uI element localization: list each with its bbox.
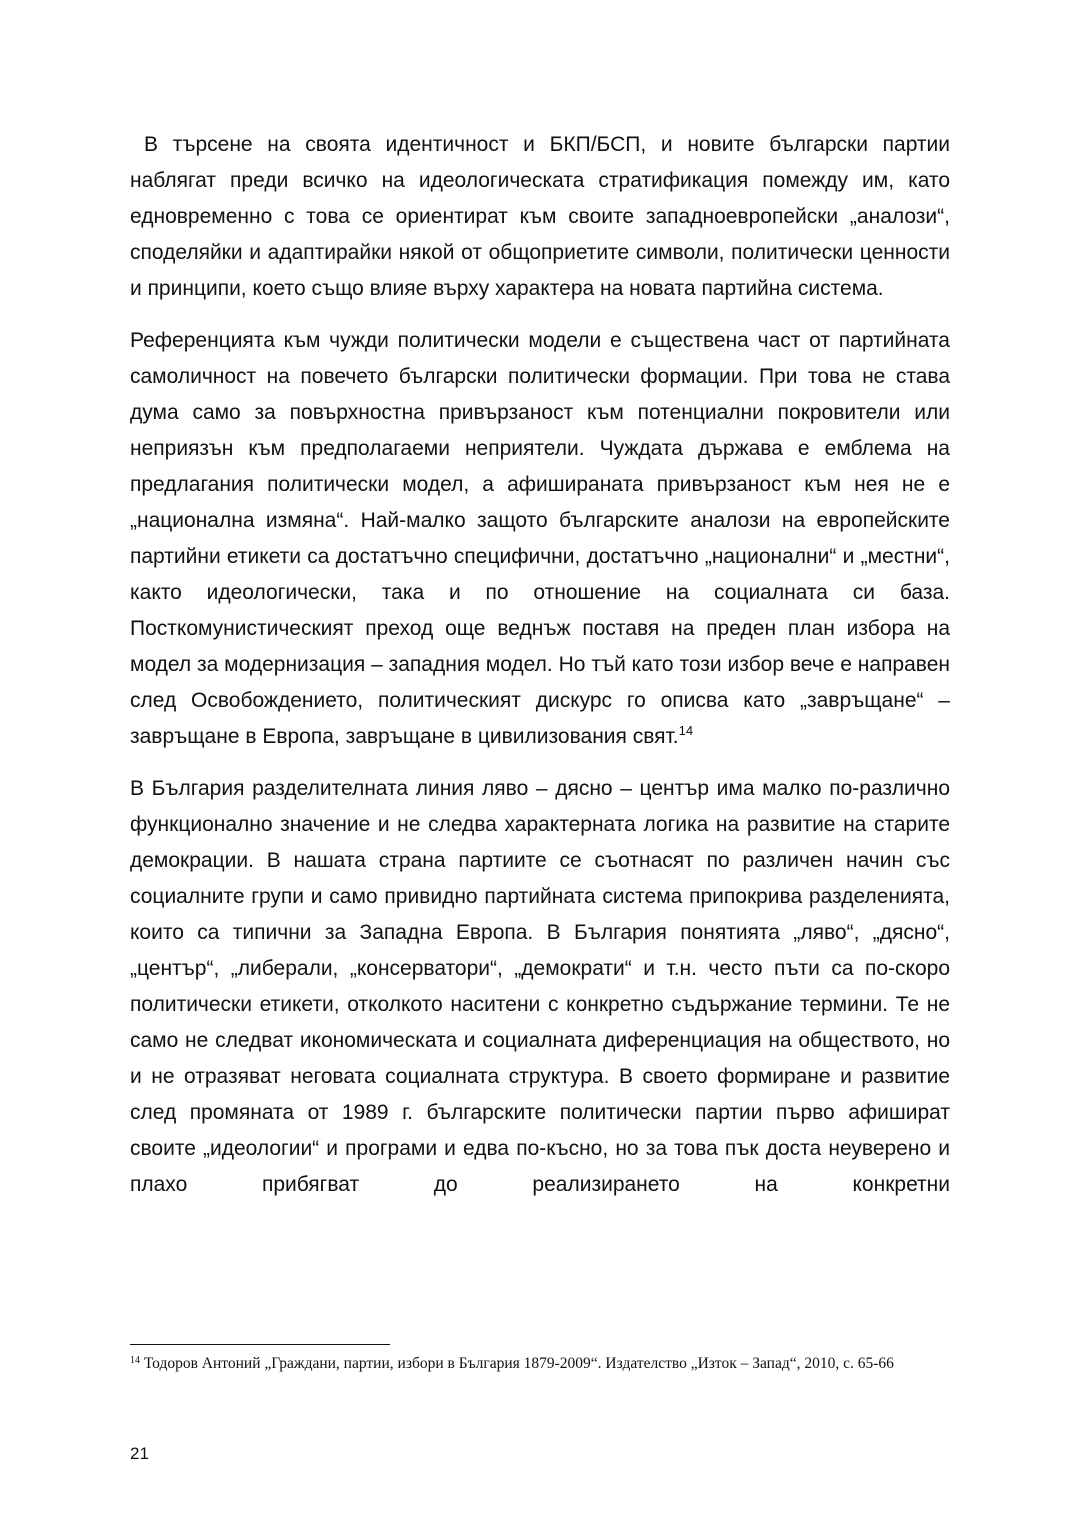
body-text [130,127,950,1203]
paragraph-1 [130,127,950,307]
footnote-text: Тодоров Антоний „Граждани, партии, избори в България 1879-2009“. Издателство „Изток – Запад“, 2010, с. 65-66 [143,1355,894,1372]
footnote-separator [130,1344,390,1345]
paragraph-1-text: В търсене на своята идентичност и БКП/БСП, и новите български партии наблягат преди всичко на идеологическата стратификация помежду им, като едновременно с това се ориентират към своите западноевропейски „аналози“, споделяйки и адаптирайки някой от общоприетите символи, политически ценности и принципи, което също влияе върху характера на новата партийна система. [130,133,950,300]
footnote-number: 14 [130,1355,140,1366]
paragraph-2-text: Референцията към чужди политически модели е съществена част от партийната самоличност на повечето български политически формации. При това не става дума само за повърхностна привързаност към потенциални покровители или неприязън към предполагаеми неприятели. Чуждата държава е емблема на предлагания политически модел, а афишираната привързаност към нея не е „национална измяна“. Най-малко защото българските аналози на европейските партийни етикети са достатъчно специфични, достатъчно „национални“ и „местни“, както идеологически, така и по отношение на социалната си база. Посткомунистическият преход още веднъж поставя на преден план избора на модел за модернизация – западния модел. Но тъй като този избор вече е направен след Освобождението, политическият дискурс го описва като „завръщане“ – завръщане в Европа, завръщане в цивилизования свят. [130,329,950,748]
paragraph-2 [130,323,950,755]
footnote [130,1354,950,1373]
footnote-reference[interactable]: 14 [678,723,694,738]
page-number: 21 [130,1444,149,1463]
paragraph-3-text: В България разделителната линия ляво – дясно – център има малко по-различно функционално значение и не следва характерната логика на развитие на старите демокрации. В нашата страна партиите се съотнасят по различен начин със социалните групи и само привидно партийната система припокрива разделенията, които са типични за Западна Европа. В България понятията „ляво“, „дясно“, „център“, „либерали, „консерватори“, „демократи“ и т.н. често пъти са по-скоро политически етикети, отколкото наситени с конкретно съдържание термини. Те не само не следват икономическата и социалната диференциация на обществото, но и не отразяват неговата социалната структура. В своето формиране и развитие след промяната от 1989 г. българските политически партии първо афишират своите „идеологии“ и програми и едва по-късно, но за това пък доста неуверено и плахо прибягват до реализирането на конкретни [130,777,950,1196]
paragraph-3 [130,771,950,1203]
